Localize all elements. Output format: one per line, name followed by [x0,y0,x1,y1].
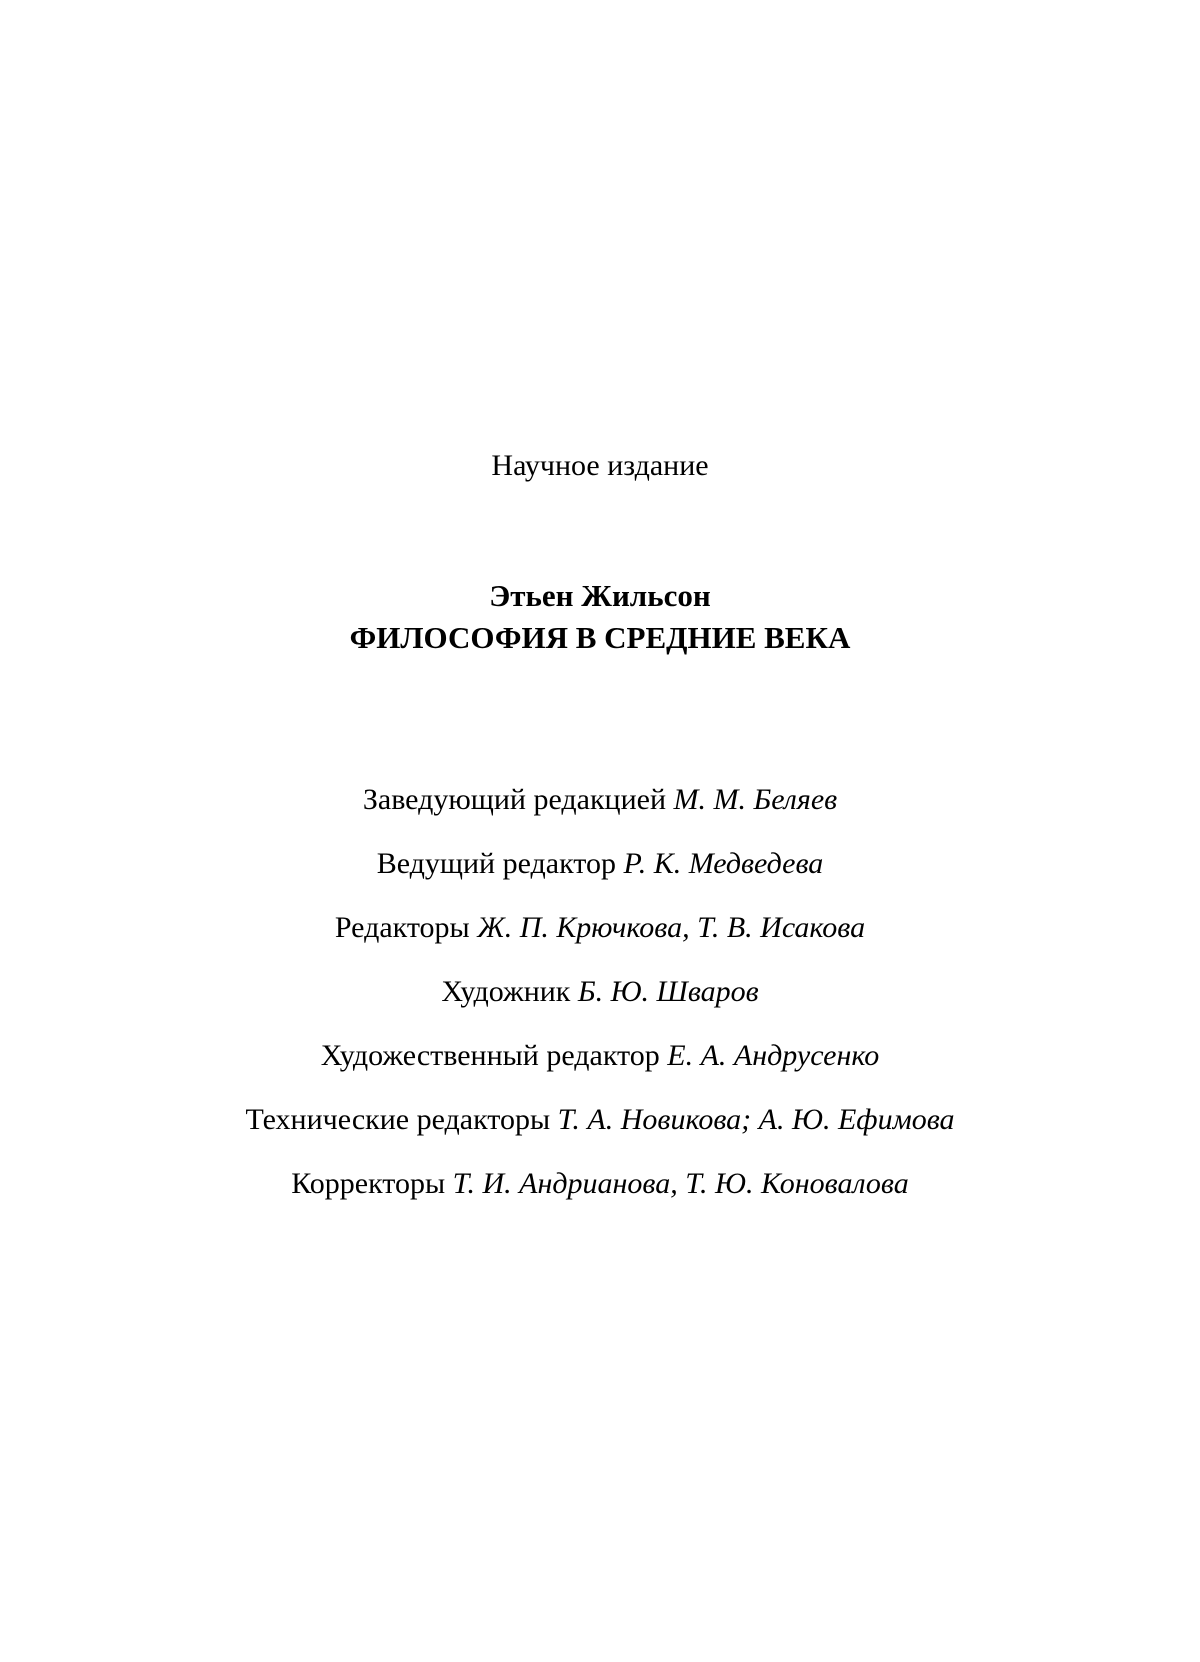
credit-editors [0,908,1200,972]
credit-proofreaders [0,1164,1200,1228]
credit-names: Ж. П. Крючкова, Т. В. Исакова [477,911,866,944]
credit-role: Корректоры [291,1167,446,1200]
credit-role: Заведующий редакцией [362,783,667,816]
credit-names: Т. А. Новикова; А. Ю. Ефимова [557,1103,955,1136]
author-name: Этьен Жильсон [489,578,711,613]
credit-names: Б. Ю. Шваров [577,975,759,1008]
credit-lead-editor [0,844,1200,908]
book-title: ФИЛОСОФИЯ В СРЕДНИЕ ВЕКА [349,620,851,655]
edition-type: Научное издание [491,449,709,482]
credit-technical-editors [0,1100,1200,1164]
credit-role: Технические редакторы [245,1103,551,1136]
credit-artist [0,972,1200,1036]
credit-names: М. М. Беляев [673,783,838,816]
credit-names: Т. И. Андрианова, Т. Ю. Коновалова [452,1167,909,1200]
credit-role: Художественный редактор [320,1039,660,1072]
credit-art-editor [0,1036,1200,1100]
credit-role: Редакторы [334,911,470,944]
credit-role: Ведущий редактор [376,847,616,880]
credit-names: Е. А. Андрусенко [667,1039,880,1072]
credit-names: Р. К. Медведева [623,847,824,880]
credits-list [0,780,1200,1228]
credit-editor-in-chief [0,780,1200,844]
credit-role: Художник [441,975,571,1008]
